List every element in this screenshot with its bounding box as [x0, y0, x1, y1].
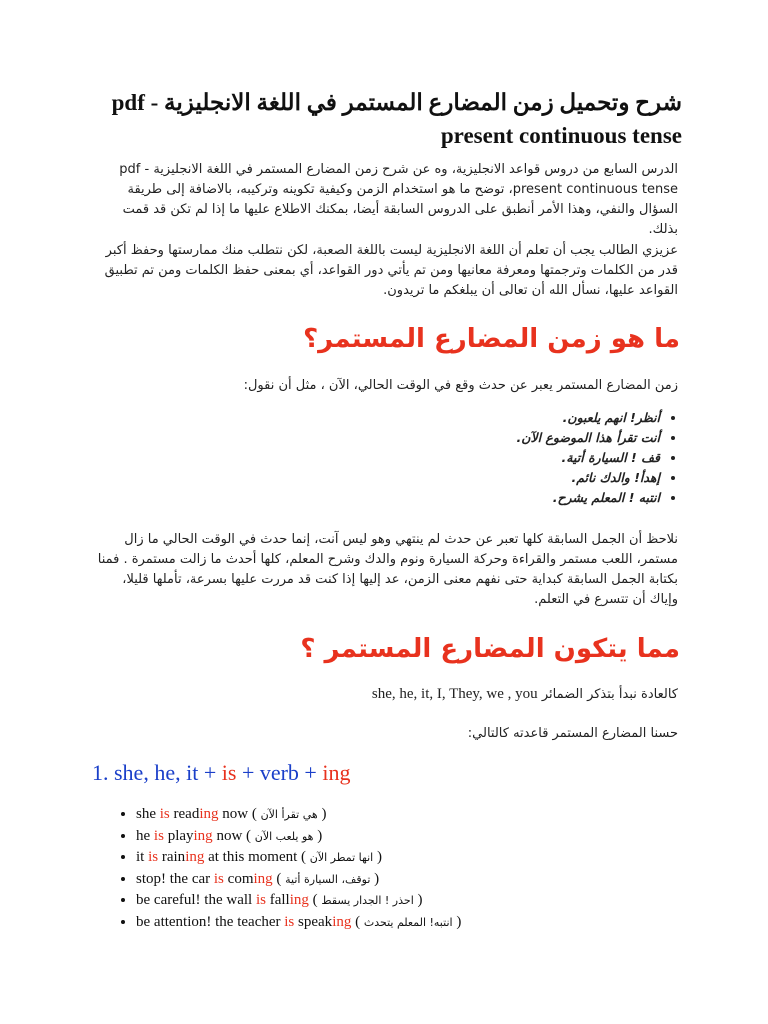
- pronouns-line: [92, 684, 678, 705]
- note-paragraph: نلاحظ أن الجمل السابقة كلها تعبر عن حدث لم ينتهي وهو ليس آنت، إنما حدث في الوقت الحالي ما زال مستمر، اللعب مستمر والقراءة وحركة السيارة ونوم والدك وشرح المعلم، كلها أحدث ما زالت مستمرة . فمنا بكتابة الجمل السابقة كبداية حتى نفهم معنى الزمن، عد إليها إذا كنت قد مررت عليها بسرعة، تأملها قليلا، وإياك أن تتسرع في التعلم.: [97, 532, 678, 607]
- advice-paragraph: عزيزي الطالب يجب أن تعلم أن اللغة الانجليزية ليست باللغة الصعبة، لكن نتطلب منك ممارستها وحفظ أكبر قدر من الكلمات وترجمتها ومعرفة معانيها ومن تم يأتي دور القواعد، أي بمعنى حفظ الكلمات ومن تم تطبيق القواعد عليها، نسأل الله أن تعالى أن يبلغكم ما تريدون.: [104, 243, 678, 298]
- pronouns-intro: كالعادة نبدأ بتذكر الضمائر: [541, 687, 678, 702]
- formula-verb: + verb +: [236, 760, 323, 785]
- formula-line: [92, 760, 350, 786]
- formula-prefix: 1. she, he, it: [92, 760, 199, 785]
- formula-is: is: [221, 760, 237, 785]
- list-item: • أنظر! انهم يلعبون.: [460, 408, 660, 428]
- article-title: شرح وتحميل زمن المضارع المستمر في اللغة الانجليزية pdf - present continuous tense: [111, 90, 682, 148]
- section-heading-composition: مما يتكون المضارع المستمر ؟: [300, 634, 680, 664]
- rule-intro: حسنا المضارع المستمر قاعدته كالتالي:: [467, 726, 678, 741]
- formula-plus: +: [198, 760, 222, 785]
- list-item: • قف ! السيارة أتية.: [460, 448, 660, 468]
- list-item: • be careful! the wall is falling ( احذر ! الجدار يسقط ): [136, 890, 696, 912]
- section-heading-what-is: ما هو زمن المضارع المستمر؟: [303, 324, 680, 354]
- formula-ing: ing: [322, 760, 351, 785]
- list-item: • انتبه ! المعلم يشرح.: [460, 488, 660, 508]
- english-examples-list: [116, 804, 696, 933]
- list-item: • إهدأ! والدك نائم.: [460, 468, 660, 488]
- list-item: • she is reading now ( هي تقرأ الآن ): [136, 804, 696, 826]
- arabic-examples-list: [460, 408, 678, 508]
- definition-paragraph: زمن المضارع المستمر يعبر عن حدث وقع في الوقت الحالي، الآن ، مثل أن نقول:: [243, 378, 678, 393]
- list-item: • he is playing now ( هو يلعب الآن ): [136, 826, 696, 848]
- list-item: • be attention! the teacher is speaking ( انتبه! المعلم يتحدث ): [136, 912, 696, 934]
- intro-paragraph: الدرس السابع من دروس قواعد الانجليزية، وه عن شرح زمن المضارع المستمر في اللغة الانجليزية pdf - present continuous tense، توضح ما هو استخدام الزمن وكيفية تكوينه وتركيبه، بالاضافة إلى طريقة السؤال والنفي، وهذا الأمر أنطبق على الدروس السابقة أيضا، بمكنك الاطلاع عليها ما إذا لم تكن قد قمت بذلك.: [119, 162, 678, 237]
- list-item: • أنت تقرأ هذا الموضوع الآن.: [460, 428, 660, 448]
- list-item: • it is raining at this moment ( انها تمطر الآن ): [136, 847, 696, 869]
- pronouns-list: she, he, it, I, They, we , you: [371, 686, 538, 702]
- list-item: • stop! the car is coming ( توقف، السيارة أتية ): [136, 869, 696, 891]
